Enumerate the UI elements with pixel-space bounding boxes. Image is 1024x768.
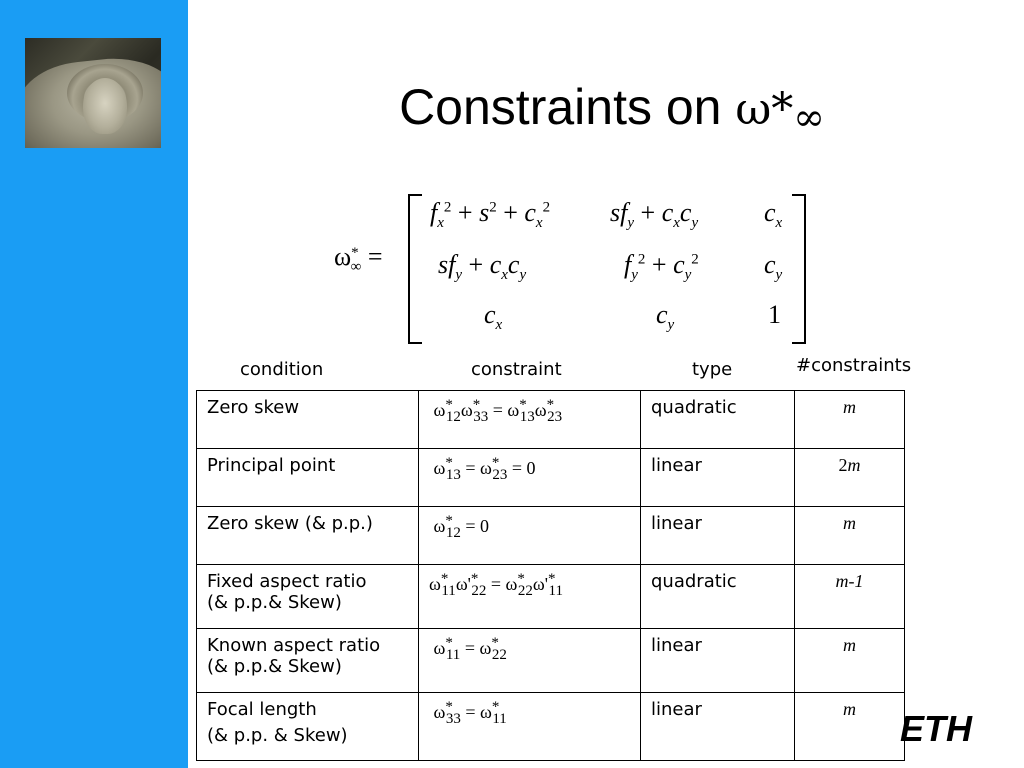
condition-cell: Principal point bbox=[197, 449, 419, 507]
header-constraint: constraint bbox=[471, 359, 562, 380]
constraint-cell: $\omega^*_{11} = \omega^*_{22}$ bbox=[419, 629, 641, 693]
matrix-lhs: $\omega^*_\infty$ = bbox=[334, 242, 383, 275]
matrix-cell-r3c3: 1 bbox=[768, 300, 781, 329]
eth-logo-text: ETH bbox=[900, 712, 972, 744]
matrix-cell-r3c1: $c_x$ bbox=[484, 300, 503, 334]
table-row bbox=[197, 507, 905, 565]
count-cell: m bbox=[795, 629, 905, 693]
condition-cell: Zero skew bbox=[197, 391, 419, 449]
type-cell: quadratic bbox=[641, 565, 795, 629]
condition-cell: Zero skew (& p.p.) bbox=[197, 507, 419, 565]
matrix-equation bbox=[334, 194, 814, 342]
count-cell: 2m bbox=[795, 449, 905, 507]
constraint-cell: $\omega^*_{13} = \omega^*_{23} = 0$ bbox=[419, 449, 641, 507]
type-cell: linear bbox=[641, 693, 795, 761]
count-cell: m bbox=[795, 391, 905, 449]
constraint-cell: $\omega^*_{12} = 0$ bbox=[419, 507, 641, 565]
condition-cell: Fixed aspect ratio (& p.p.& Skew) bbox=[197, 565, 419, 629]
condition-cell: Focal length (& p.p. & Skew) bbox=[197, 693, 419, 761]
header-type: type bbox=[692, 359, 733, 380]
type-cell: linear bbox=[641, 629, 795, 693]
matrix-cell-r2c3: $c_y$ bbox=[764, 250, 783, 284]
matrix-cell-r2c2: $f_y^2 + c_y^2$ bbox=[624, 250, 699, 284]
table-row bbox=[197, 629, 905, 693]
constraint-cell: $\omega^*_{12}\omega^*_{33} = \omega^*_{13}\omega^*_{23}$ bbox=[419, 391, 641, 449]
table-row bbox=[197, 693, 905, 761]
count-cell: m bbox=[795, 507, 905, 565]
left-bracket bbox=[408, 194, 422, 344]
matrix-cell-r1c1: $f_x^2 + s^2 + c_x^2$ bbox=[430, 198, 551, 232]
medusa-logo-image bbox=[25, 38, 161, 148]
matrix-cell-r3c2: $c_y$ bbox=[656, 300, 675, 334]
table-row bbox=[197, 565, 905, 629]
matrix-cell-r2c1: $sf_y + c_xc_y$ bbox=[438, 250, 527, 284]
table-row bbox=[197, 391, 905, 449]
constraints-table bbox=[196, 390, 905, 761]
matrix-cell-r1c2: $sf_y + c_xc_y$ bbox=[610, 198, 699, 232]
header-condition: condition bbox=[240, 359, 324, 380]
slide-title: Constraints on $\omega*_\infty$ bbox=[399, 79, 825, 139]
right-bracket bbox=[792, 194, 806, 344]
constraint-cell: $\omega^*_{11}\omega'^*_{22} = \omega^*_{22}\omega'^*_{11}$ bbox=[419, 565, 641, 629]
matrix-cell-r1c3: $c_x$ bbox=[764, 198, 783, 232]
constraint-cell: $\omega^*_{33} = \omega^*_{11}$ bbox=[419, 693, 641, 761]
type-cell: quadratic bbox=[641, 391, 795, 449]
count-cell: m-1 bbox=[795, 565, 905, 629]
type-cell: linear bbox=[641, 507, 795, 565]
table-row bbox=[197, 449, 905, 507]
eth-logo bbox=[900, 712, 990, 744]
header-num-constraints: #constraints bbox=[796, 355, 912, 376]
type-cell: linear bbox=[641, 449, 795, 507]
count-cell: m bbox=[795, 693, 905, 761]
condition-cell: Known aspect ratio (& p.p.& Skew) bbox=[197, 629, 419, 693]
omega-star-infinity-symbol: $\omega*_\infty$ bbox=[735, 84, 825, 139]
